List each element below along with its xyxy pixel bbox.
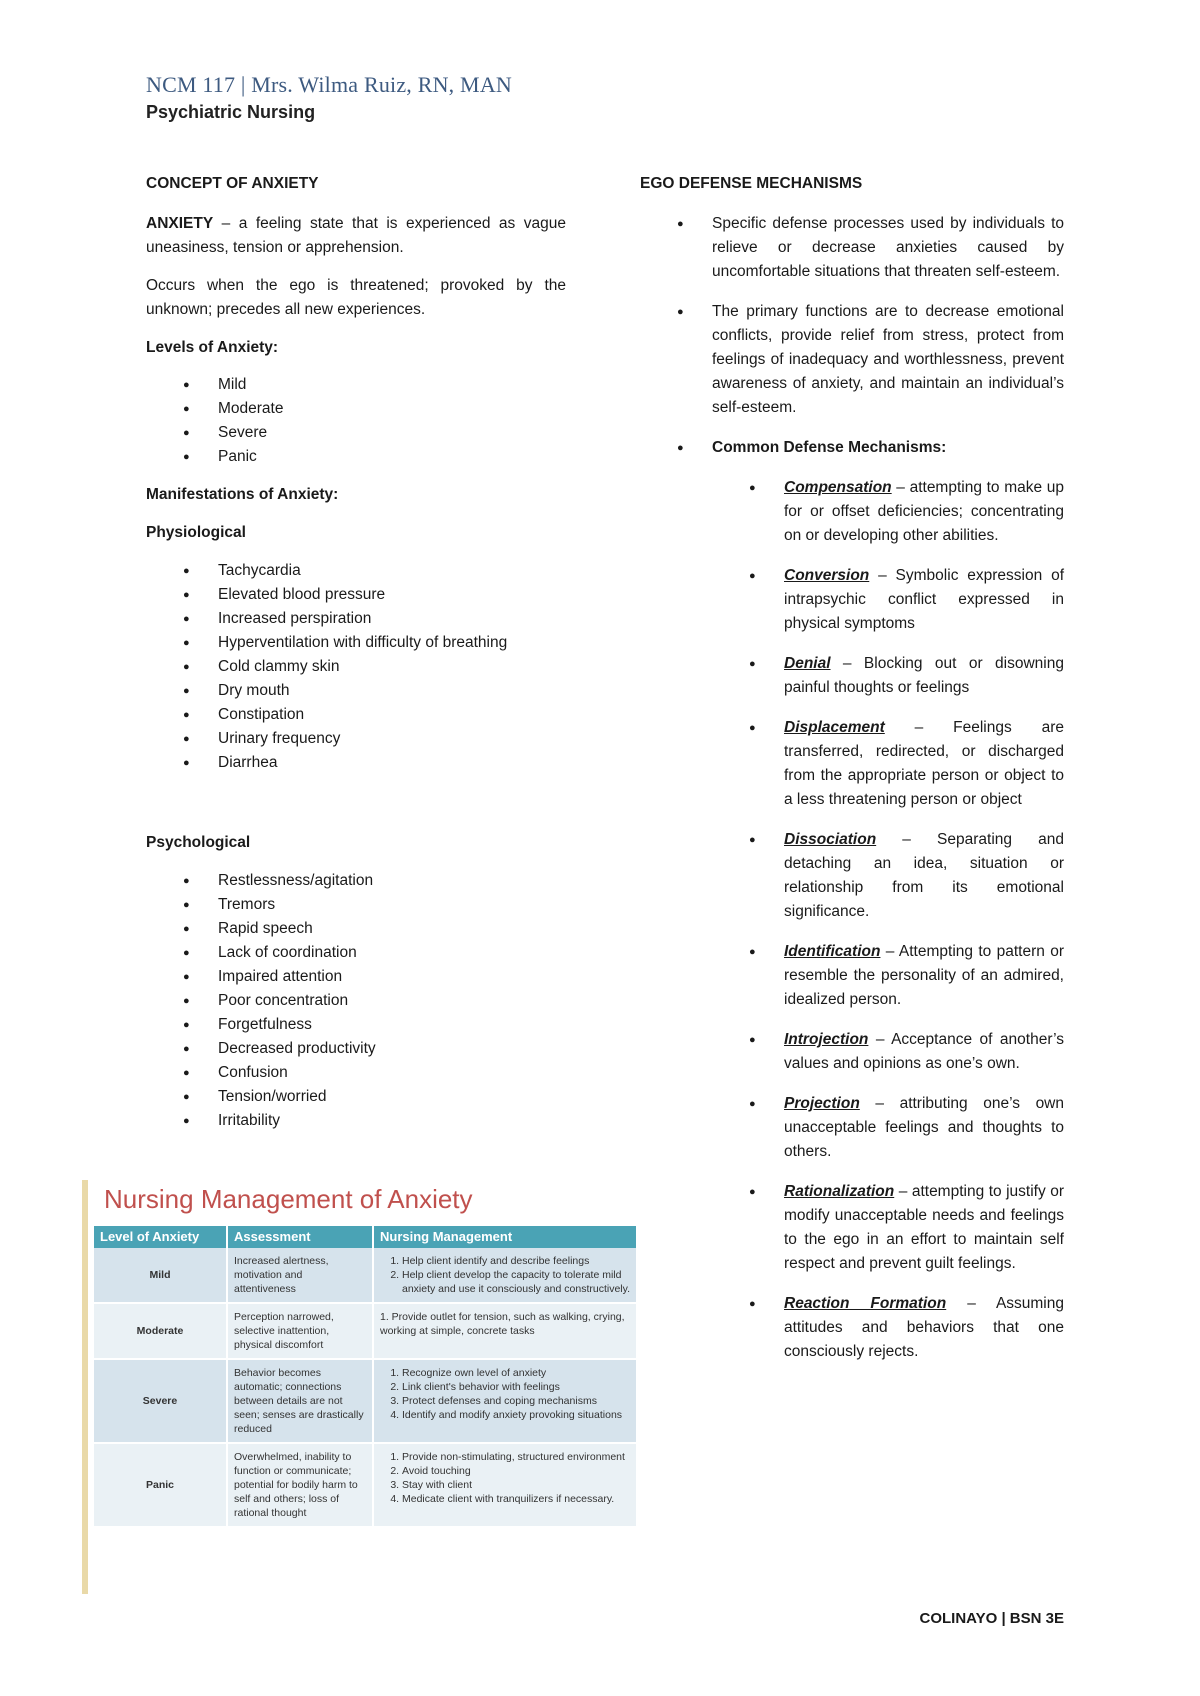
mechanism-term: Displacement [784, 719, 885, 736]
level-cell: Panic [94, 1443, 227, 1527]
mechanism-term: Rationalization [784, 1183, 895, 1200]
management-item: 3. Stay with client [402, 1478, 630, 1492]
list-item: ● Increased perspiration [146, 607, 566, 631]
mechanism-item [712, 652, 1064, 700]
list-item: ● Specific defense processes used by individuals to relieve or decrease anxieties caused by uncomfortable situations that threaten self-esteem. [640, 212, 1064, 284]
level-cell: Mild [94, 1248, 227, 1303]
table-row [94, 1443, 637, 1527]
physiological-heading: Physiological [146, 524, 246, 541]
anxiety-term: ANXIETY [146, 215, 214, 232]
management-item: 1. Help client identify and describe feelings [402, 1254, 630, 1268]
mechanism-item [712, 564, 1064, 636]
concept-heading: CONCEPT OF ANXIETY [146, 175, 319, 192]
mechanism-def: – Assuming attitudes and behaviors that one consciously rejects. [784, 1295, 1064, 1360]
list-item: ● Mild [146, 373, 566, 397]
list-item: ● Decreased productivity [146, 1037, 566, 1061]
left-column [146, 172, 566, 1133]
mechanism-def: – Feelings are transferred, redirected, or discharged from the appropriate person or object to a less threatening person or object [784, 719, 1064, 808]
management-item: 4. Medicate client with tranquilizers if necessary. [402, 1492, 630, 1506]
right-column [640, 172, 1064, 1380]
mechanism-def: – attempting to justify or modify unacceptable needs and feelings to the ego in an effort to maintain self respect and prevent guilt feelings. [784, 1183, 1064, 1272]
list-item: ● The primary functions are to decrease emotional conflicts, provide relief from stress, protect from feelings of inadequacy and worthlessness, prevent awareness of anxiety, and maintain an individual’s self-esteem. [640, 300, 1064, 420]
table-row [94, 1303, 637, 1359]
assessment-cell: Increased alertness, motivation and attentiveness [227, 1248, 373, 1303]
mechanism-term: Identification [784, 943, 881, 960]
list-item: ● Forgetfulness [146, 1013, 566, 1037]
list-item: ● Rapid speech [146, 917, 566, 941]
mechanism-term: Introjection [784, 1031, 869, 1048]
level-cell: Severe [94, 1359, 227, 1443]
figure-title: Nursing Management of Anxiety [104, 1184, 473, 1214]
common-heading: Common Defense Mechanisms: [712, 439, 947, 456]
course-subtitle: Psychiatric Nursing [146, 102, 316, 122]
mechanism-term: Dissociation [784, 831, 877, 848]
mechanism-item [712, 476, 1064, 548]
list-item: ● Hyperventilation with difficulty of breathing [146, 631, 566, 655]
list-item [640, 436, 1064, 1364]
list-item: ● Lack of coordination [146, 941, 566, 965]
table-row [94, 1248, 637, 1303]
management-item: 4. Identify and modify anxiety provoking situations [402, 1408, 630, 1422]
management-item: 2. Help client develop the capacity to tolerate mild anxiety and use it consciously and constructively. [402, 1268, 630, 1296]
management-item: 2. Avoid touching [402, 1464, 630, 1478]
level-cell: Moderate [94, 1303, 227, 1359]
mechanism-item [712, 828, 1064, 924]
mechanism-item [712, 1292, 1064, 1364]
assessment-cell: Behavior becomes automatic; connections between details are not seen; senses are drastically reduced [227, 1359, 373, 1443]
mechanism-def: – Blocking out or disowning painful thoughts or feelings [784, 655, 1064, 696]
list-item: ● Severe [146, 421, 566, 445]
management-item: 1. Provide non-stimulating, structured environment [402, 1450, 630, 1464]
column-header: Level of Anxiety [94, 1226, 227, 1248]
assessment-cell: Overwhelmed, inability to function or communicate; potential for bodily harm to self and others; loss of rational thought [227, 1443, 373, 1527]
management-item: 1. Provide outlet for tension, such as walking, crying, working at simple, concrete tasks [380, 1311, 625, 1337]
list-item: ● Moderate [146, 397, 566, 421]
management-item: 1. Recognize own level of anxiety [402, 1366, 630, 1380]
list-item: ● Urinary frequency [146, 727, 566, 751]
list-item: ● Dry mouth [146, 679, 566, 703]
list-item: ● Tremors [146, 893, 566, 917]
list-item: ● Poor concentration [146, 989, 566, 1013]
management-cell [373, 1303, 637, 1359]
mechanisms-list [712, 476, 1064, 1364]
table-header-row [94, 1226, 637, 1248]
list-item: ● Tachycardia [146, 559, 566, 583]
manifestations-heading: Manifestations of Anxiety: [146, 486, 339, 503]
list-item: ● Diarrhea [146, 751, 566, 775]
list-item: ● Confusion [146, 1061, 566, 1085]
ego-heading: EGO DEFENSE MECHANISMS [640, 175, 863, 192]
physiological-list [146, 559, 566, 775]
list-item: ● Cold clammy skin [146, 655, 566, 679]
list-item: ● Constipation [146, 703, 566, 727]
figure-accent-bar [82, 1180, 88, 1594]
management-cell [373, 1443, 637, 1527]
table-row [94, 1359, 637, 1443]
management-item: 3. Protect defenses and coping mechanisms [402, 1394, 630, 1408]
list-item: ● Panic [146, 445, 566, 469]
anxiety-occurs: Occurs when the ego is threatened; provoked by the unknown; precedes all new experiences. [146, 277, 566, 318]
list-item: ● Irritability [146, 1109, 566, 1133]
ego-list [640, 212, 1064, 1364]
management-cell [373, 1359, 637, 1443]
mechanism-item [712, 1180, 1064, 1276]
course-title: NCM 117 | Mrs. Wilma Ruiz, RN, MAN [146, 72, 512, 97]
levels-heading: Levels of Anxiety: [146, 339, 279, 356]
psychological-list [146, 869, 566, 1133]
mechanism-term: Denial [784, 655, 831, 672]
mechanism-def: – attributing one’s own unacceptable feelings and thoughts to others. [784, 1095, 1064, 1160]
assessment-cell: Perception narrowed, selective inattention, physical discomfort [227, 1303, 373, 1359]
mechanism-item [712, 716, 1064, 812]
anxiety-definition [146, 212, 566, 260]
column-header: Assessment [227, 1226, 373, 1248]
mechanism-term: Reaction Formation [784, 1295, 947, 1312]
mechanism-def: – Separating and detaching an idea, situation or relationship from its emotional significance. [784, 831, 1064, 920]
levels-list [146, 373, 566, 469]
mechanism-term: Projection [784, 1095, 860, 1112]
mechanism-def: – Symbolic expression of intrapsychic conflict expressed in physical symptoms [784, 567, 1064, 632]
list-item: ● Tension/worried [146, 1085, 566, 1109]
nursing-management-table [94, 1226, 638, 1528]
mechanism-item [712, 1092, 1064, 1164]
mechanism-item [712, 940, 1064, 1012]
nursing-management-figure [82, 1180, 642, 1594]
mechanism-term: Compensation [784, 479, 892, 496]
management-cell [373, 1248, 637, 1303]
mechanism-def: – Acceptance of another’s values and opinions as one’s own. [784, 1031, 1064, 1072]
mechanism-item [712, 1028, 1064, 1076]
page-footer: COLINAYO | BSN 3E [919, 1610, 1064, 1627]
list-item: ● Elevated blood pressure [146, 583, 566, 607]
mechanism-def: – attempting to make up for or offset deficiencies; concentrating on or developing other abilities. [784, 479, 1064, 544]
anxiety-definition-text: – a feeling state that is experienced as vague uneasiness, tension or apprehension. [146, 215, 566, 256]
list-item: ● Restlessness/agitation [146, 869, 566, 893]
column-header: Nursing Management [373, 1226, 637, 1248]
list-item: ● Impaired attention [146, 965, 566, 989]
management-item: 2. Link client's behavior with feelings [402, 1380, 630, 1394]
psychological-heading: Psychological [146, 834, 251, 851]
mechanism-term: Conversion [784, 567, 870, 584]
mechanism-def: – Attempting to pattern or resemble the personality of an admired, idealized person. [784, 943, 1064, 1008]
